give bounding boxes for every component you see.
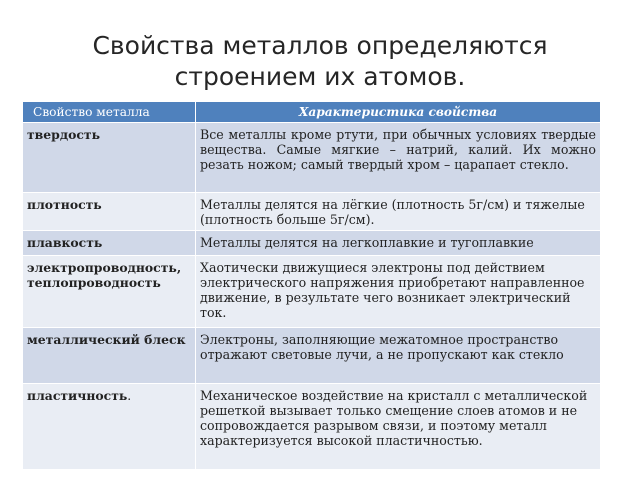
header-characteristic: Характеристика свойства [196,102,601,123]
table-row [23,328,601,384]
table-header-row [23,102,601,123]
table-row [23,256,601,328]
table-row [23,384,601,470]
property-label: пластичность [27,388,128,403]
description-cell: Механическое воздействие на кристалл с металлической решеткой вызывает только смещение слоев атомов и не сопровождается разрывом связи, и поэтому металл характеризуется высокой пластичностью. [196,384,601,470]
property-cell [23,384,196,470]
metal-properties-table [22,101,601,470]
property-cell: металлический блеск [23,328,196,384]
description-cell: Электроны, заполняющие межатомное пространство отражают световые лучи, а не пропускают как стекло [196,328,601,384]
description-cell: Все металлы кроме ртути, при обычных условиях твердые вещества. Самые мягкие – натрий, калий. Их можно резать ножом; самый твердый хром – царапает стекло. [196,123,601,193]
table-row [23,231,601,256]
slide-title-line-1: Свойства металлов определяются [92,31,548,60]
slide-title-line-2: строением их атомов. [174,62,466,91]
description-cell: Хаотически движущиеся электроны под действием электрического напряжения приобретают направленное движение, в результате чего возникает электрический ток. [196,256,601,328]
property-cell: плотность [23,193,196,231]
property-cell: электропроводность, теплопроводность [23,256,196,328]
header-property: Свойство металла [23,102,196,123]
description-cell: Металлы делятся на легкоплавкие и тугоплавкие [196,231,601,256]
property-suffix: . [127,388,132,403]
property-cell: плавкость [23,231,196,256]
description-cell: Металлы делятся на лёгкие (плотность 5г/см) и тяжелые (плотность больше 5г/см). [196,193,601,231]
property-cell: твердость [23,123,196,193]
table-row [23,193,601,231]
slide-title [40,30,600,92]
table-row [23,123,601,193]
